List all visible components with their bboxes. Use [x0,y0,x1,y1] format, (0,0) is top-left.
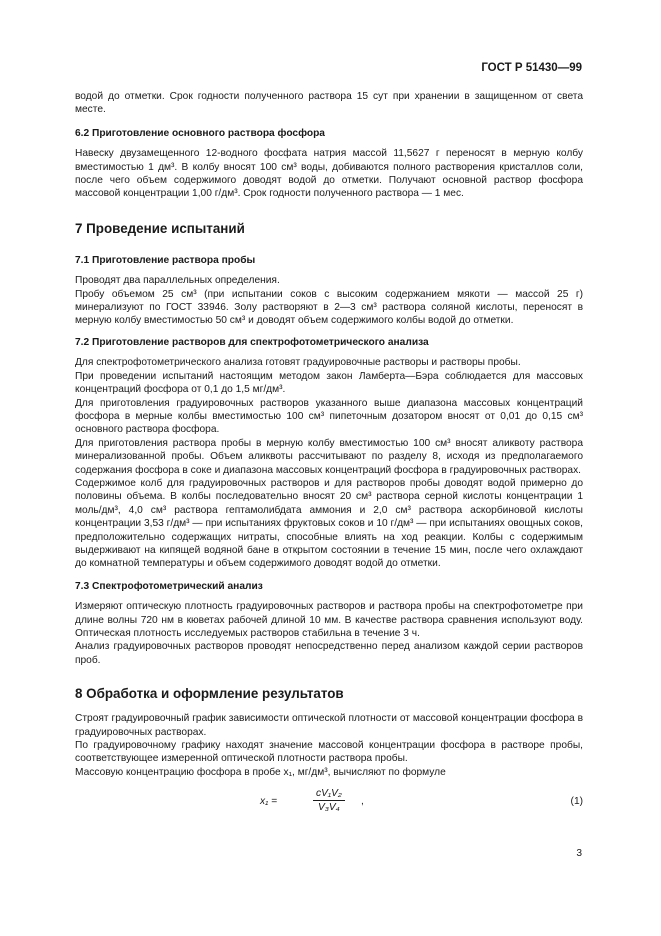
section-heading-7-3: 7.3 Спектрофотометрический анализ [75,580,263,592]
paragraph: Пробу объемом 25 см³ (при испытании соков с высоким содержанием мякоти — массой 25 г) минерализуют по ГОСТ 33946. Золу растворяют в 2—3 см³ раствора соляной кислоты, переносят в мерную колбу вместимостью 50 см³ и доводят объем содержимого колбы водой до отметки. [75,288,583,327]
formula-lhs: x₁ = [260,796,278,807]
paragraph: Содержимое колб для градуировочных растворов и для растворов пробы доводят водой примерно до половины объема. В колбы последовательно вносят 20 см³ раствора серной кислоты концентрации 1 моль/дм³, 4,0 см³ раствора гептамолибдата аммония и 2,0 см³ раствора аскорбиновой кислоты концентрации 3,53 г/дм³ — при испытаниях фруктовых соков и 10 г/дм³ — при испытаниях овощных соков, предположительно содержащих нитраты, способные влиять на ход реакции. Колбы с содержимым выдерживают на кипящей водяной бане в открытом состоянии в течение 15 мин, после чего охлаждают до комнатной температуры и объем содержимого доводят водой до отметки. [75,477,583,570]
paragraph: Измеряют оптическую плотность градуировочных растворов и раствора пробы на спектрофотометре при длине волны 720 нм в кюветах рабочей длиной 10 мм. В качестве раствора сравнения используют воду. Оптическая плотность исследуемых растворов стабильна в течение 3 ч. [75,601,583,639]
paragraph: Анализ градуировочных растворов проводят непосредственно перед анализом каждой серии растворов проб. [75,641,583,666]
formula-number: (1) [570,796,583,807]
document-id: ГОСТ Р 51430—99 [481,62,582,74]
paragraph: Навеску двузамещенного 12-водного фосфата натрия массой 11,5627 г переносят в мерную колбу вместимостью 1 дм³. В колбу вносят 100 см³ воды, добиваются полного растворения кристаллов соли, после чего объем содержимого доводят водой до отметки. Получают основной раствор фосфора массовой концентрации 1,00 г/дм³. Срок годности полученного раствора — 1 мес. [75,148,583,200]
section-heading-8: 8 Обработка и оформление результатов [75,686,344,702]
formula-denominator: V₃V₄ [318,802,340,813]
section-heading-7-2: 7.2 Приготовление растворов для спектрофотометрического анализа [75,336,429,348]
formula-1 [75,788,583,822]
page-content [75,90,583,779]
paragraph: Проводят два параллельных определения. [75,275,280,287]
section-heading-7-1: 7.1 Приготовление раствора пробы [75,254,256,266]
page-number: 3 [576,848,582,859]
section-heading-6-2: 6.2 Приготовление основного раствора фосфора [75,127,325,139]
formula-comma: , [361,796,364,807]
paragraph: По градуировочному графику находят значение массовой концентрации фосфора в растворе пробы, соответствующее измеренной оптической плотности раствора пробы. [75,740,583,765]
paragraph: Для приготовления раствора пробы в мерную колбу вместимостью 100 см³ вносят аликвоту раствора минерализованной пробы. Объем аликвоты рассчитывают по разделу 8, исходя из предполагаемого содержания фосфора в соке и диапазона массовых концентраций фосфора в градуировочных растворах. [75,437,583,476]
paragraph: Массовую концентрацию фосфора в пробе x₁, мг/дм³, вычисляют по формуле [75,766,446,778]
section-heading-7: 7 Проведение испытаний [75,220,245,236]
paragraph: Строят градуировочный график зависимости оптической плотности от массовой концентрации фосфора в градуировочных растворах. [75,713,583,738]
paragraph: Для спектрофотометрического анализа готовят градуировочные растворы и растворы пробы. [75,357,521,369]
paragraph: водой до отметки. Срок годности полученного раствора 15 сут при хранении в защищенном от света месте. [75,91,583,116]
paragraph: При проведении испытаний настоящим методом закон Ламберта—Бэра соблюдается для массовых концентраций фосфора от 0,1 до 1,5 мг/дм³. [75,370,583,396]
paragraph: Для приготовления градуировочных растворов указанного выше диапазона массовых концентраций фосфора в мерные колбы вместимостью 100 см³ пипеточным дозатором вносят от 0,01 до 0,15 см³ основного раствора фосфора. [75,397,583,436]
formula-numerator: cV₁V₂ [313,788,345,801]
formula-fraction [313,788,345,813]
